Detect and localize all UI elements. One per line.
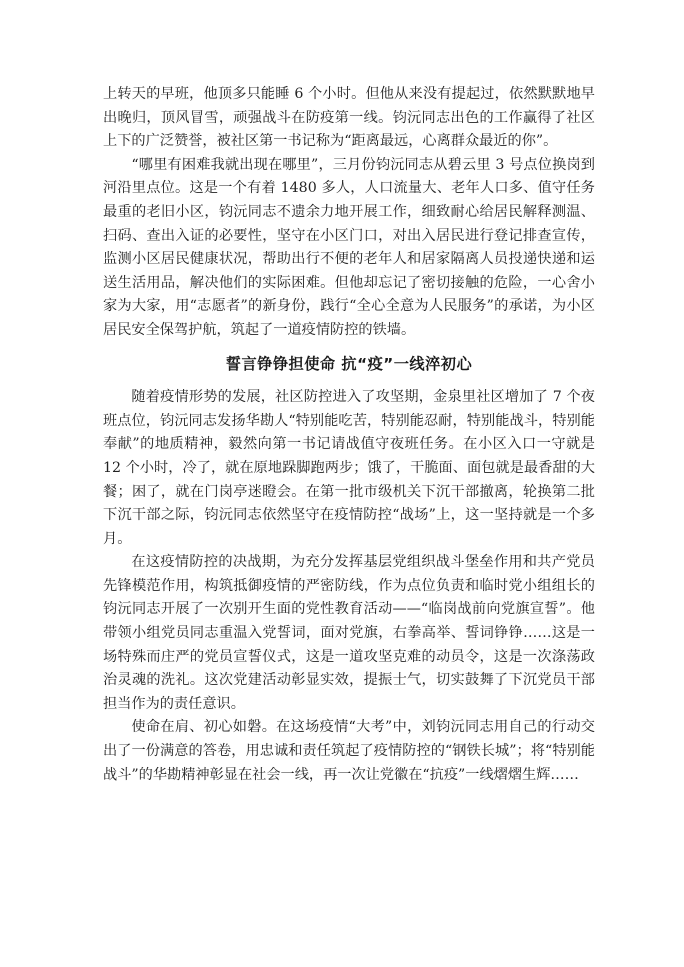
paragraph: “哪里有困难我就出现在哪里”，三月份钧沅同志从碧云里 3 号点位换岗到河沿里点位。这是一个有着 1480 多人，人口流量大、老年人口多、值守任务最重的老旧小区，钧沅同志不遗余力地开展工作，细致耐心给居民解释测温、扫码、查出入证的必要性，坚守在小区门口，对出入居民进行登记排查宣传，监测小区居民健康状况，帮助出行不便的老年人和居家隔离人员投递快递和运送生活用品，解决他们的实际困难。但他却忘记了密切接触的危险，一心舍小家为大家，用“志愿者”的新身份，践行“全心全意为人民服务”的承诺，为小区居民安全保驾护航，筑起了一道疫情防控的铁墙。 bbox=[103, 156, 595, 338]
section-heading: 誓言铮铮担使命 抗“疫”一线淬初心 bbox=[225, 354, 473, 373]
document-body bbox=[103, 83, 595, 787]
paragraph: 在这疫情防控的决战期，为充分发挥基层党组织战斗堡垒作用和共产党员先锋模范作用，构筑抵御疫情的严密防线，作为点位负责和临时党小组组长的钧沅同志开展了一次别开生面的党性教育活动——“临岗战前向党旗宣誓”。他带领小组党员同志重温入党誓词，面对党旗，右拳高举、誓词铮铮……这是一场特殊而庄严的党员宣誓仪式，这是一道攻坚克难的动员令，这是一次涤荡政治灵魂的洗礼。这次党建活动彰显实效，提振士气，切实鼓舞了下沉党员干部担当作为的责任意识。 bbox=[103, 554, 595, 712]
paragraph: 使命在肩、初心如磐。在这场疫情“大考”中，刘钧沅同志用自己的行动交出了一份满意的答卷，用忠诚和责任筑起了疫情防控的“钢铁长城”；将“特别能战斗”的华勘精神彰显在社会一线，再一次让党徽在“抗疫”一线熠熠生辉…… bbox=[103, 719, 595, 783]
paragraph: 随着疫情形势的发展，社区防控进入了攻坚期，金泉里社区增加了 7 个夜班点位，钧沅同志发扬华勘人“特别能吃苦，特别能忍耐，特别能战斗，特别能奉献”的地质精神，毅然向第一书记请战值守夜班任务。在小区入口一守就是 12 个小时，冷了，就在原地跺脚跑两步；饿了，干脆面、面包就是最香甜的大餐；困了，就在门岗亭迷瞪会。在第一批市级机关下沉干部撤离，轮换第二批下沉干部之际，钧沅同志依然坚守在疫情防控“战场”上，这一坚持就是一个多月。 bbox=[103, 389, 595, 547]
paragraph-continued: 上转天的早班，他顶多只能睡 6 个小时。但他从来没有提起过，依然默默地早出晚归，顶风冒雪，顽强战斗在防疫第一线。钧沅同志出色的工作赢得了社区上下的广泛赞誉，被社区第一书记称为“距离最远，心离群众最近的你”。 bbox=[103, 86, 595, 150]
